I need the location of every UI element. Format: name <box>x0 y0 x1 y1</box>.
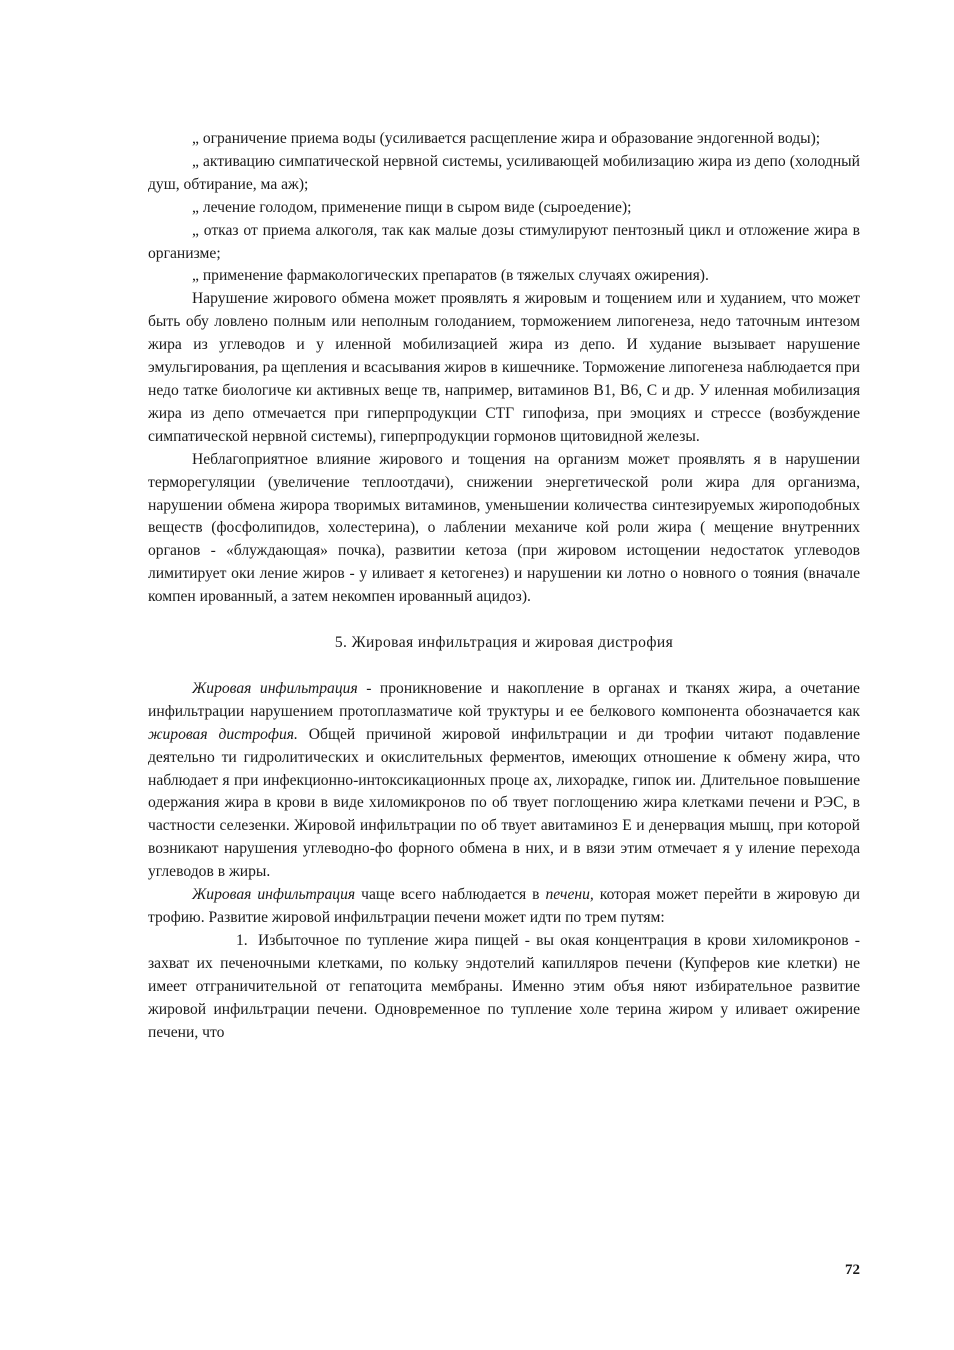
paragraph-text: Общей причиной жировой инфильтрации и ди трофии читают подавление деятельно ти гидролитических и окислительных ферментов, имеющих отношение к обмену жира, что наблюдает я при инфекционно-интоксикационных проце ах, лихорадке, гипок ии. Длительное повышение одержания жира в крови в виде хиломикронов по об твует поглощению жира клетками печени и РЭС, в частности селезенки. Жировой инфильтрации по об твует авитаминоз Е и денервация мышц, при которой возникают нарушения углеводно-фо форного обмена в них, и в вязи этим отмечает я у иление перехода углеводов в жиры. <box>148 725 860 881</box>
term-fatty-dystrophy: жировая дистрофия. <box>148 725 298 743</box>
paragraph-text: - проникновение и накопление в органах и тканях жира, а очетание инфильтрации нарушением протоплазматиче кой труктуры и ее белкового компонента обозначается как <box>148 679 860 720</box>
bullet-item: „ лечение голодом, применение пищи в сыром виде (сыроедение); <box>192 198 632 216</box>
term-fatty-infiltration: Жировая инфильтрация <box>192 679 358 697</box>
paragraph-infiltration-definition <box>148 678 860 884</box>
term-fatty-infiltration: Жировая инфильтрация <box>192 886 356 904</box>
paragraph-depletion-effects: Неблагоприятное влияние жирового и тощения на организм может проявлять я в нарушении терморегуляции (увеличение теплоотдачи), снижении энергетической роли жира для организма, нарушении обмена жирора творимых витаминов, уменьшении количества синтезируемых жироподобных веществ (фосфолипидов, холестерина), о лаблении механиче кой роли жира ( мещение внутренних органов - «блуждающая» почка), развитии кетоза (при жировом истощении недостаток углеводов лимитирует оки ление жиров - у иливает я кетогенез) и нарушении ки лотно о новного о тояния (вначале компен ированный, а затем некомпен ированный ацидоз). <box>148 450 860 606</box>
bullet-item: „ применение фармакологических препаратов (в тяжелых случаях ожирения). <box>192 267 709 285</box>
numbered-list-item <box>148 930 860 1045</box>
paragraph-liver-infiltration <box>148 884 860 930</box>
bullet-item: „ отказ от приема алкоголя, так как малые дозы стимулируют пентозный цикл и отложение жира в организме; <box>148 221 860 262</box>
bullet-item: „ активацию симпатической нервной системы, усиливающей мобилизацию жира из депо (холодный душ, обтирание, ма аж); <box>148 152 860 193</box>
page-body <box>148 128 860 1044</box>
section-heading: 5. Жировая инфильтрация и жировая дистрофия <box>334 634 674 652</box>
paragraph-text: которая может перейти в жировую ди трофию. Развитие жировой инфильтрации печени может идти по трем путям: <box>148 886 861 926</box>
bullet-item: „ ограничение приема воды (усиливается расщепление жира и образование эндогенной воды); <box>192 130 821 147</box>
term-liver: печени, <box>545 886 594 904</box>
list-item-text: Избыточное по тупление жира пищей - вы окая концентрация в крови хиломикронов - захват их печеночными клетками, по кольку эндотелий капилляров печени (Купферов кие клетки) не имеет отграничительной от гепатоцита мембраны. Именно этим объя няют избирательное развитие жировой инфильтрации печени. Одновременное по тупление холе терина жиром у иливает ожирение печени, что <box>148 931 860 1041</box>
paragraph-text: чаще всего наблюдается в <box>355 886 546 904</box>
list-number: 1. <box>236 931 248 949</box>
paragraph-lipid-disorder: Нарушение жирового обмена может проявлять я жировым и тощением или и худанием, что может быть обу ловлено полным или неполным голоданием, торможением липогенеза, недо таточным интезом жира из углеводов и у иленной мобилизацией жира из депо. И худание вызывает нарушение эмульгирования, ра щепления и всасывания жиров в кишечнике. Торможение липогенеза наблюдается при недо татке биологиче ки активных веще тв, например, витаминов В1, В6, С и др. У иленная мобилизация жира из депо отмечается при гиперпродукции СТГ гипофиза, при эмоциях и стрессе (возбуждение симпатической нервной системы), гиперпродукции гормонов щитовидной железы. <box>148 290 860 445</box>
page-number: 72 <box>845 1262 860 1278</box>
